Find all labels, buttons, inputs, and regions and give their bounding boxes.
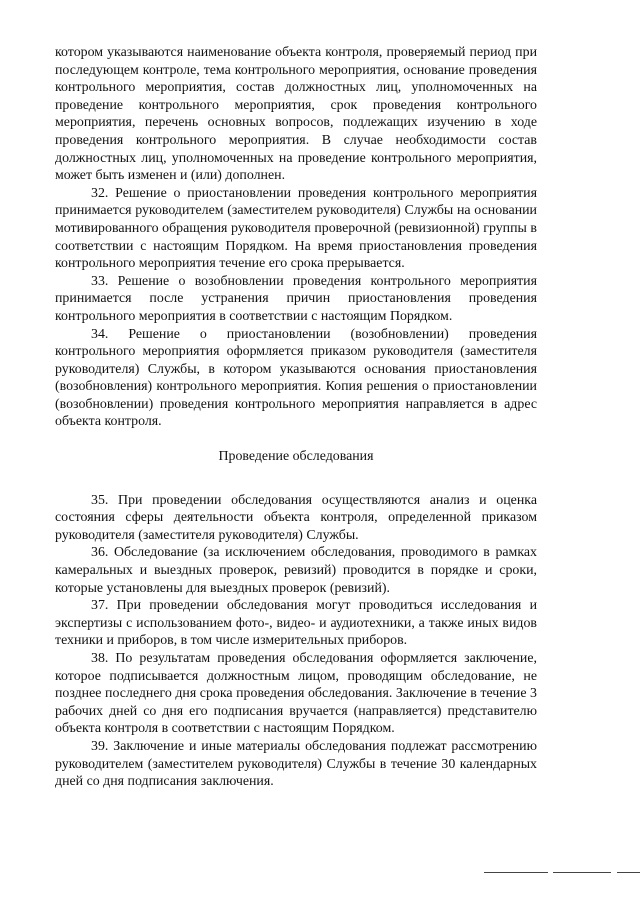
- paragraph-34: 34. Решение о приостановлении (возобновлении) проведения контрольного мероприятия оформляется приказом руководителя (заместителя руководителя) Службы, в котором указываются основания приостановления (возобновления) контрольного мероприятия. Копия решения о приостановлении (возобновлении) проведения контрольного мероприятия направляется в адрес объекта контроля.: [55, 326, 537, 430]
- paragraph-31-continuation: котором указываются наименование объекта контроля, проверяемый период при последующем контроле, тема контрольного мероприятия, основание проведения контрольного мероприятия, состав должностных лиц, уполномоченных на проведение контрольного мероприятия, срок проведения контрольного мероприятия, перечень основных вопросов, подлежащих изучению в ходе проведения контрольного мероприятия. В случае необходимости состав должностных лиц, уполномоченных на проведение контрольного мероприятия, может быть изменен и (или) дополнен.: [55, 45, 537, 184]
- paragraph-39: 39. Заключение и иные материалы обследования подлежат рассмотрению руководителем (заместителем руководителя) Службы в течение 30 календарных дней со дня подписания заключения.: [55, 738, 537, 790]
- footer-divider-line: [617, 872, 640, 873]
- paragraph-35: 35. При проведении обследования осуществляются анализ и оценка состояния сферы деятельности объекта контроля, определенной приказом руководителя (заместителя руководителя) Службы.: [55, 492, 537, 543]
- paragraph-38: 38. По результатам проведения обследования оформляется заключение, которое подписывается должностным лицом, проводящим обследование, не позднее последнего дня срока проведения обследования. Заключение в течение 3 рабочих дней со дня его подписания вручается (направляется) представителю объекта контроля в соответствии с настоящим Порядком.: [55, 651, 537, 737]
- paragraph-32: 32. Решение о приостановлении проведения контрольного мероприятия принимается руководителем (заместителем руководителя) Службы на основании мотивированного обращения руководителя проверочной (ревизионной) группы в соответствии с настоящим Порядком. На время приостановления проведения контрольного мероприятия течение его срока прерывается.: [55, 185, 537, 272]
- section-heading: Проведение обследования: [218, 449, 374, 465]
- paragraph-36: 36. Обследование (за исключением обследования, проводимого в рамках камеральных и выездных проверок, ревизий) проводится в порядке и сроки, которые установлены для выездных проверок (ревизий).: [55, 545, 537, 596]
- document-page: [55, 44, 537, 791]
- footer-divider-line: [553, 872, 611, 873]
- paragraph-37: 37. При проведении обследования могут проводиться исследования и экспертизы с использованием фото-, видео- и аудиотехники, а также иных видов техники и приборов, в том числе измерительных приборов.: [55, 598, 537, 649]
- footer-divider-line: [484, 872, 548, 873]
- paragraph-33: 33. Решение о возобновлении проведения контрольного мероприятия принимается после устранения причин приостановления проведения контрольного мероприятия в соответствии с настоящим Порядком.: [55, 273, 537, 324]
